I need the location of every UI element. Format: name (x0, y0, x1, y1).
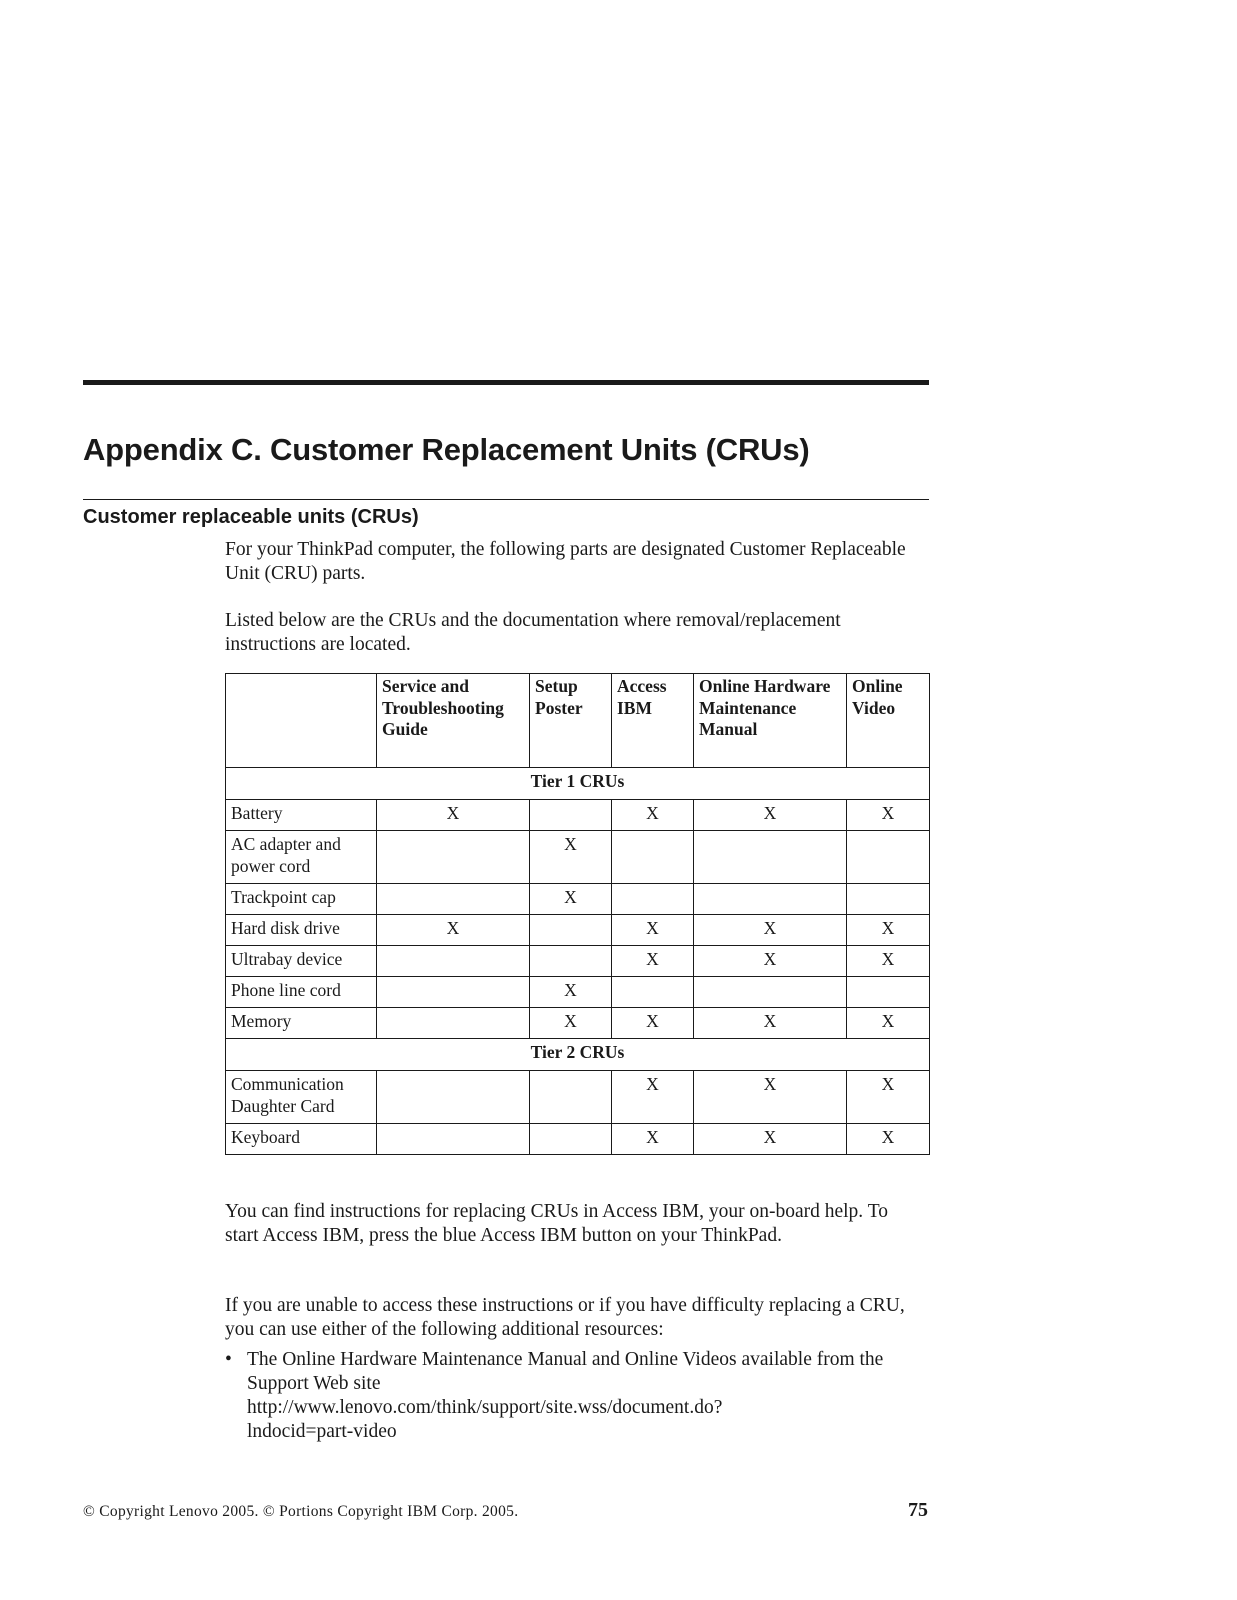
intro-paragraph: For your ThinkPad computer, the following parts are designated Customer Replaceable Unit (CRU) parts. (225, 539, 906, 584)
part-name: Hard disk drive (226, 915, 377, 946)
tier-label: Tier 1 CRUs (226, 768, 930, 800)
table-row (226, 800, 930, 831)
table-cell: X (847, 1008, 930, 1039)
table-cell (612, 977, 694, 1008)
table-cell: X (694, 1071, 847, 1124)
table-cell: X (694, 800, 847, 831)
table-cell: X (847, 1124, 930, 1155)
section-title: Customer replaceable units (CRUs) (83, 506, 419, 528)
part-name: Communication Daughter Card (226, 1071, 377, 1124)
table-cell (847, 884, 930, 915)
table-cell (612, 884, 694, 915)
table-cell: X (694, 1008, 847, 1039)
intro-paragraph: Listed below are the CRUs and the documentation where removal/replacement instructions are located. (225, 610, 841, 655)
support-url-continued[interactable]: lndocid=part-video (247, 1421, 397, 1442)
tier-label: Tier 2 CRUs (226, 1039, 930, 1071)
section-rule (83, 499, 929, 500)
table-row (226, 977, 930, 1008)
table-cell (377, 946, 530, 977)
page-number: 75 (908, 1499, 928, 1521)
table-cell (694, 884, 847, 915)
table-cell: X (612, 1071, 694, 1124)
table-row (226, 1124, 930, 1155)
table-cell: X (377, 915, 530, 946)
table-cell (847, 977, 930, 1008)
table-header-cell: Access IBM (612, 674, 694, 768)
table-cell: X (612, 915, 694, 946)
table-cell: X (694, 946, 847, 977)
table-cell: X (847, 915, 930, 946)
chapter-title: Appendix C. Customer Replacement Units (CRUs) (83, 432, 810, 467)
list-item (225, 1348, 925, 1444)
table-cell (530, 946, 612, 977)
part-name: Ultrabay device (226, 946, 377, 977)
table-cell: X (612, 946, 694, 977)
table-cell: X (612, 800, 694, 831)
table-cell: X (530, 977, 612, 1008)
table-header-cell (226, 674, 377, 768)
list-item-text: The Online Hardware Maintenance Manual and Online Videos available from the Support Web site (247, 1349, 884, 1394)
table-header-cell: Setup Poster (530, 674, 612, 768)
table-row (226, 915, 930, 946)
table-row (226, 1071, 930, 1124)
table-cell (377, 1071, 530, 1124)
table-cell: X (530, 884, 612, 915)
table-cell (377, 831, 530, 884)
part-name: Memory (226, 1008, 377, 1039)
table-row (226, 946, 930, 977)
instructions-paragraph: You can find instructions for replacing CRUs in Access IBM, your on-board help. To start Access IBM, press the blue Access IBM button on your ThinkPad. (225, 1201, 888, 1246)
table-cell (377, 1124, 530, 1155)
table-cell: X (612, 1124, 694, 1155)
table-cell: X (377, 800, 530, 831)
table-cell (530, 1124, 612, 1155)
chapter-top-rule (83, 380, 929, 385)
part-name: AC adapter and power cord (226, 831, 377, 884)
table-cell: X (847, 946, 930, 977)
table-header-row (226, 674, 930, 768)
table-cell (694, 831, 847, 884)
resources-list (225, 1348, 925, 1444)
tier-row (226, 768, 930, 800)
table-cell (377, 977, 530, 1008)
table-cell (694, 977, 847, 1008)
table-cell (530, 915, 612, 946)
table-cell (377, 884, 530, 915)
table-row (226, 884, 930, 915)
table-header-cell: Online Video (847, 674, 930, 768)
table-cell (530, 800, 612, 831)
table-cell: X (530, 831, 612, 884)
footer-copyright: © Copyright Lenovo 2005. © Portions Copyright IBM Corp. 2005. (83, 1503, 519, 1520)
table-cell: X (847, 1071, 930, 1124)
table-row (226, 1008, 930, 1039)
table-header-cell: Online Hardware Maintenance Manual (694, 674, 847, 768)
table-cell (612, 831, 694, 884)
table-header-cell: Service and Troubleshooting Guide (377, 674, 530, 768)
bullet-icon: • (225, 1349, 232, 1370)
part-name: Keyboard (226, 1124, 377, 1155)
part-name: Phone line cord (226, 977, 377, 1008)
table-cell (530, 1071, 612, 1124)
table-cell: X (847, 800, 930, 831)
resources-paragraph: If you are unable to access these instructions or if you have difficulty replacing a CRU, you can use either of the following additional resources: (225, 1295, 905, 1340)
table-cell: X (694, 915, 847, 946)
table-cell (377, 1008, 530, 1039)
support-url[interactable]: http://www.lenovo.com/think/support/site.wss/document.do? (247, 1397, 723, 1418)
table-cell: X (694, 1124, 847, 1155)
cru-table (225, 673, 930, 1155)
table-row (226, 831, 930, 884)
tier-row (226, 1039, 930, 1071)
table-cell (847, 831, 930, 884)
table-cell: X (530, 1008, 612, 1039)
table-cell: X (612, 1008, 694, 1039)
part-name: Trackpoint cap (226, 884, 377, 915)
part-name: Battery (226, 800, 377, 831)
